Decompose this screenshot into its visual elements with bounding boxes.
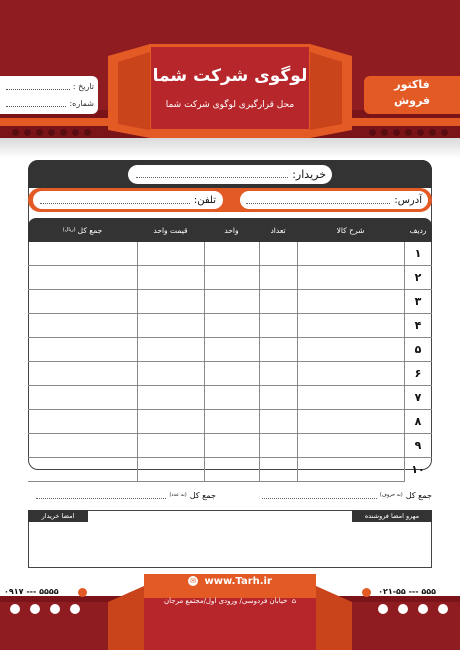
- row-divider: [28, 265, 432, 266]
- company-logo-text: لوگوی شرکت شما: [152, 66, 308, 86]
- footer-phone: ۰۲۱-۵۵ --- ۵۵۵: [378, 587, 436, 596]
- column-divider: [204, 242, 205, 482]
- row-divider: [28, 385, 432, 386]
- decor-dot: [381, 129, 388, 136]
- row-number: ۳: [414, 295, 422, 308]
- decor-dot: [48, 129, 55, 136]
- address-row: [246, 191, 422, 209]
- buyer-signature-label: امضا خریدار: [28, 510, 88, 522]
- row-number: ۱: [414, 247, 422, 260]
- column-header-unit: واحد: [224, 225, 239, 235]
- logo-placement-text: محل قرارگیری لوگوی شرکت شما: [165, 100, 295, 110]
- date-row: [6, 79, 94, 93]
- row-number: ۲: [414, 271, 422, 284]
- date-label: تاریخ :: [72, 81, 94, 91]
- total-letters-field[interactable]: [262, 491, 377, 499]
- decor-dot: [72, 129, 79, 136]
- row-number: ۸: [414, 415, 422, 428]
- invoice-title-line2: فروش: [393, 94, 431, 107]
- decor-dot: [10, 604, 20, 614]
- total-numbers-label: جمع کل: [189, 490, 216, 500]
- row-divider: [28, 433, 432, 434]
- decor-dot: [429, 129, 436, 136]
- decor-dot: [418, 604, 428, 614]
- footer-address: [144, 597, 316, 605]
- decor-dot: [393, 129, 400, 136]
- total-letters-label: جمع کل: [405, 490, 432, 500]
- buyer-field[interactable]: [136, 170, 288, 178]
- decor-dot: [70, 604, 80, 614]
- decor-dot: [398, 604, 408, 614]
- phone-icon: [362, 588, 371, 597]
- decor-dot: [50, 604, 60, 614]
- address-field[interactable]: [246, 196, 390, 204]
- row-number: ۷: [414, 391, 422, 404]
- buyer-label: خریدار:: [292, 167, 326, 181]
- column-divider: [137, 242, 138, 482]
- column-header-description: شرح کالا: [336, 225, 365, 235]
- row-divider: [28, 361, 432, 362]
- column-header-row-number: ردیف: [409, 225, 427, 235]
- row-number: ۴: [414, 319, 422, 332]
- header-shadow: [0, 138, 460, 158]
- date-number-box: [0, 76, 98, 114]
- column-header-total: جمع کل (ریال): [62, 225, 103, 235]
- row-number: ۶: [414, 367, 422, 380]
- number-label: شماره:: [69, 98, 94, 108]
- seller-signature-label: مهرو امضا فروشنده: [352, 510, 432, 522]
- decor-dot: [417, 129, 424, 136]
- address-label: آدرس:: [394, 194, 422, 206]
- phone-label: تلفن:: [193, 194, 216, 206]
- total-numbers-note: (به عدد): [169, 492, 187, 498]
- number-field[interactable]: [6, 99, 66, 107]
- total-in-numbers-row: [36, 489, 216, 501]
- invoice-title-line1: فاکتور: [394, 78, 430, 91]
- row-number: ۵: [414, 343, 422, 356]
- decor-dot: [24, 129, 31, 136]
- phone-row: [40, 191, 216, 209]
- footer-mobile: ۰۹۱۷ --- ۵۵۵۵: [4, 587, 59, 596]
- total-letters-note: (به حروف): [379, 492, 403, 498]
- row-divider: [28, 313, 432, 314]
- logo-box: [150, 46, 310, 130]
- total-in-letters-row: [262, 489, 432, 501]
- decor-dot: [369, 129, 376, 136]
- buyer-row: [136, 167, 326, 181]
- column-divider: [297, 242, 298, 482]
- row-divider: [28, 289, 432, 290]
- decor-dot: [36, 129, 43, 136]
- web-icon: ✉: [188, 576, 198, 586]
- column-header-quantity: تعداد: [270, 225, 286, 235]
- decor-dot: [84, 129, 91, 136]
- decor-dot: [12, 129, 19, 136]
- decor-dot: [438, 604, 448, 614]
- phone-field[interactable]: [40, 196, 190, 204]
- total-numbers-field[interactable]: [36, 491, 166, 499]
- row-divider: [28, 481, 404, 482]
- column-divider: [259, 242, 260, 482]
- mobile-icon: [78, 588, 87, 597]
- home-icon: ⌂: [291, 597, 297, 605]
- decor-dot: [60, 129, 67, 136]
- row-number: ۱۰: [411, 463, 425, 476]
- decor-dot: [378, 604, 388, 614]
- decor-dot: [405, 129, 412, 136]
- row-number: ۹: [414, 439, 422, 452]
- row-divider: [28, 409, 432, 410]
- decor-dot: [30, 604, 40, 614]
- row-divider: [28, 457, 432, 458]
- row-divider: [28, 337, 432, 338]
- footer-website[interactable]: [144, 576, 316, 587]
- number-row: [6, 96, 94, 110]
- website-text: www.Tarh.ir: [204, 576, 272, 587]
- date-field[interactable]: [6, 82, 70, 90]
- address-text: خیابان فردوسی/ ورودی اول/مجتمع مرجان: [163, 597, 288, 605]
- column-header-unit-price: قیمت واحد: [153, 225, 188, 235]
- decor-dot: [441, 129, 448, 136]
